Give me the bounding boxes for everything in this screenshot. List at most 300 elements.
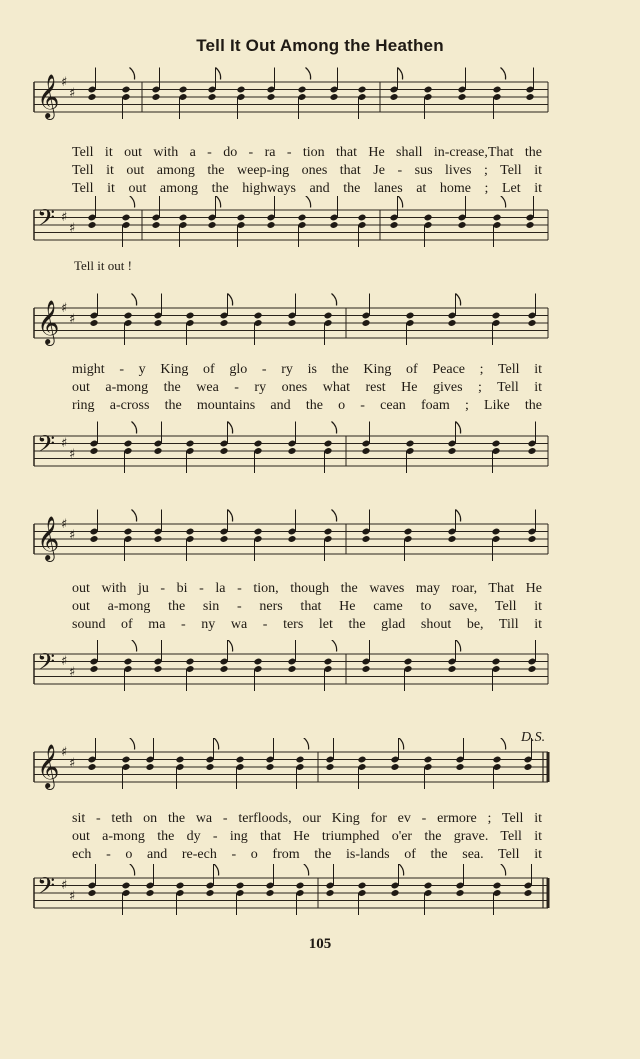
note-chord — [403, 658, 412, 691]
note-chord — [325, 738, 334, 771]
note-chord — [266, 68, 275, 101]
note-head — [525, 221, 534, 229]
note-chord — [323, 640, 336, 691]
note-head — [89, 447, 98, 455]
note-chord — [87, 738, 96, 771]
sharp-icon: ♯ — [61, 301, 68, 316]
note-chord — [185, 312, 194, 345]
note-head — [89, 535, 98, 543]
note-chord — [297, 68, 310, 120]
note-chord — [265, 738, 274, 771]
bass-staff-3 — [0, 640, 640, 710]
lyric-line-4-1: sit - teth on the wa - terfloods, our King for ev - ermore ; Tell it — [72, 811, 542, 826]
lyric-line-1-2: Tell it out among the weep-ing ones that Je - sus lives ; Tell it — [72, 163, 542, 178]
sharp-icon: ♯ — [61, 436, 68, 451]
lyric-line-1-1: Tell it out with a - do - ra - tion that He shall in-crease,That the — [72, 145, 542, 160]
note-chord — [151, 68, 160, 101]
note-head — [325, 889, 334, 897]
note-chord — [253, 528, 262, 561]
note-flag — [332, 422, 337, 434]
sharp-icon: ♯ — [61, 517, 68, 532]
note-chord — [178, 214, 187, 247]
note-head — [153, 319, 162, 327]
note-head — [527, 665, 536, 673]
note-head — [492, 86, 501, 94]
note-flag — [228, 422, 233, 434]
note-chord — [457, 68, 466, 101]
note-head — [323, 312, 332, 320]
note-chord — [357, 214, 366, 247]
note-chord — [455, 738, 464, 771]
sharp-icon: ♯ — [69, 86, 76, 101]
note-chord — [361, 640, 370, 673]
lyric-line-4-3: ech - o and re-ech - o from the is-lands of the sea. Tell it — [72, 847, 542, 862]
note-head — [361, 665, 370, 673]
note-head — [219, 535, 228, 543]
note-head — [178, 86, 187, 94]
note-flag — [304, 864, 309, 876]
note-flag — [304, 738, 309, 750]
note-chord — [491, 658, 500, 691]
lyric-line-2-1: might - y King of glo - ry is the King of Peace ; Tell it — [72, 362, 542, 377]
note-chord — [121, 68, 134, 120]
note-chord — [121, 196, 134, 247]
note-head — [329, 221, 338, 229]
note-chord — [390, 738, 403, 771]
note-head — [145, 889, 154, 897]
sharp-icon: ♯ — [61, 210, 68, 225]
sharp-icon: ♯ — [61, 654, 68, 669]
note-chord — [447, 422, 460, 455]
note-flag — [216, 68, 221, 80]
lyric-line-3-1: out with ju - bi - la - tion, though the waves may roar, That He — [72, 581, 542, 596]
note-head — [151, 221, 160, 229]
note-head — [390, 763, 399, 771]
note-head — [175, 882, 184, 890]
note-chord — [205, 864, 218, 897]
note-chord — [457, 196, 466, 229]
note-chord — [87, 864, 96, 897]
note-head — [123, 440, 132, 448]
note-chord — [123, 640, 136, 691]
note-head — [405, 312, 414, 320]
note-chord — [329, 196, 338, 229]
note-chord — [523, 738, 532, 771]
note-chord — [525, 196, 534, 229]
note-head — [253, 528, 262, 536]
note-head — [153, 535, 162, 543]
note-chord — [492, 68, 505, 120]
note-head — [153, 447, 162, 455]
note-chord — [253, 312, 262, 345]
note-head — [491, 312, 500, 320]
note-chord — [123, 294, 136, 346]
sharp-icon: ♯ — [69, 889, 76, 904]
note-head — [329, 93, 338, 101]
note-chord — [287, 422, 296, 455]
note-chord — [323, 510, 336, 562]
note-chord — [121, 864, 134, 915]
page-number: 105 — [308, 936, 332, 952]
bass-clef-icon: 𝄢 — [37, 648, 56, 681]
hymn-title: Tell It Out Among the Heathen — [196, 36, 444, 55]
note-flag — [332, 640, 337, 652]
note-head — [287, 535, 296, 543]
note-head — [153, 665, 162, 673]
note-head — [123, 528, 132, 536]
sharp-icon: ♯ — [69, 665, 76, 680]
note-head — [123, 658, 132, 666]
note-head — [491, 440, 500, 448]
note-head — [423, 882, 432, 890]
note-head — [87, 763, 96, 771]
note-head — [266, 221, 275, 229]
note-head — [287, 665, 296, 673]
note-chord — [89, 422, 98, 455]
note-chord — [361, 422, 370, 455]
note-head — [178, 214, 187, 222]
note-chord — [390, 864, 403, 897]
note-head — [390, 889, 399, 897]
note-head — [207, 221, 216, 229]
note-flag — [332, 294, 337, 306]
note-chord — [145, 738, 154, 771]
note-head — [447, 319, 456, 327]
treble-staff-2 — [0, 286, 640, 366]
note-head — [403, 528, 412, 536]
note-flag — [501, 196, 506, 208]
note-head — [323, 440, 332, 448]
note-head — [492, 214, 501, 222]
note-head — [253, 312, 262, 320]
note-chord — [325, 864, 334, 897]
note-chord — [287, 510, 296, 543]
treble-clef-icon: 𝄞 — [37, 74, 60, 118]
note-chord — [492, 738, 505, 789]
note-chord — [219, 294, 232, 327]
note-flag — [132, 510, 137, 522]
note-chord — [423, 756, 432, 789]
note-head — [123, 312, 132, 320]
sharp-icon: ♯ — [61, 878, 68, 893]
note-chord — [178, 86, 187, 119]
note-head — [185, 312, 194, 320]
sharp-icon: ♯ — [61, 75, 68, 90]
note-flag — [456, 294, 461, 306]
note-head — [447, 535, 456, 543]
note-head — [523, 889, 532, 897]
note-chord — [236, 214, 245, 247]
note-flag — [456, 422, 461, 434]
note-chord — [492, 196, 505, 247]
note-head — [87, 221, 96, 229]
note-flag — [214, 864, 219, 876]
note-chord — [153, 510, 162, 543]
lyric-line-4-2: out a-mong the dy - ing that He triumphed o'er the grave. Tell it — [72, 829, 542, 844]
note-head — [175, 756, 184, 764]
note-chord — [423, 86, 432, 119]
note-head — [287, 447, 296, 455]
note-chord — [287, 640, 296, 673]
note-chord — [527, 640, 536, 673]
note-flag — [130, 864, 135, 876]
note-chord — [323, 294, 336, 346]
note-chord — [491, 440, 500, 473]
note-flag — [456, 510, 461, 522]
note-head — [527, 319, 536, 327]
note-chord — [265, 864, 274, 897]
note-chord — [89, 294, 98, 327]
note-chord — [527, 510, 536, 543]
note-head — [492, 756, 501, 764]
bass-clef-icon: 𝄢 — [37, 430, 56, 463]
note-chord — [523, 864, 532, 897]
note-head — [357, 86, 366, 94]
note-head — [492, 882, 501, 890]
note-head — [491, 528, 500, 536]
note-head — [527, 535, 536, 543]
note-flag — [130, 68, 135, 80]
note-flag — [228, 640, 233, 652]
note-head — [235, 882, 244, 890]
lyric-line-3-3: sound of ma - ny wa - ters let the glad shout be, Till it — [72, 617, 542, 632]
note-chord — [403, 528, 412, 561]
sharp-icon: ♯ — [61, 745, 68, 760]
note-flag — [214, 738, 219, 750]
note-chord — [87, 68, 96, 101]
note-head — [185, 528, 194, 536]
note-chord — [219, 640, 232, 673]
note-chord — [361, 510, 370, 543]
treble-staff-4 — [0, 738, 640, 808]
treble-clef-icon: 𝄞 — [37, 744, 60, 788]
note-flag — [130, 196, 135, 208]
note-flag — [398, 196, 403, 208]
note-chord — [153, 294, 162, 327]
treble-clef-icon: 𝄞 — [37, 516, 60, 560]
treble-staff-1 — [0, 60, 640, 140]
sharp-icon: ♯ — [69, 312, 76, 327]
note-head — [253, 440, 262, 448]
note-head — [121, 882, 130, 890]
note-flag — [399, 864, 404, 876]
note-chord — [89, 640, 98, 673]
note-head — [87, 889, 96, 897]
note-head — [265, 763, 274, 771]
note-chord — [185, 440, 194, 473]
note-flag — [501, 68, 506, 80]
note-chord — [89, 510, 98, 543]
note-flag — [216, 196, 221, 208]
bass-clef-icon: 𝄢 — [37, 872, 56, 905]
note-flag — [456, 640, 461, 652]
note-chord — [219, 422, 232, 455]
note-chord — [145, 864, 154, 897]
note-chord — [185, 658, 194, 691]
note-chord — [525, 68, 534, 101]
note-chord — [323, 422, 336, 474]
note-flag — [228, 294, 233, 306]
note-flag — [228, 510, 233, 522]
note-head — [151, 93, 160, 101]
note-head — [185, 658, 194, 666]
note-head — [525, 93, 534, 101]
note-chord — [153, 640, 162, 673]
note-chord — [357, 86, 366, 119]
note-chord — [253, 658, 262, 691]
bass-clef-icon: 𝄢 — [37, 204, 56, 237]
note-flag — [398, 68, 403, 80]
note-head — [423, 214, 432, 222]
note-flag — [501, 864, 506, 876]
note-head — [491, 658, 500, 666]
note-chord — [123, 510, 136, 562]
note-head — [527, 447, 536, 455]
note-chord — [266, 196, 275, 229]
bass-echo-text: Tell it out ! — [74, 258, 132, 273]
sharp-icon: ♯ — [69, 221, 76, 236]
note-chord — [447, 510, 460, 543]
note-chord — [405, 312, 414, 345]
note-chord — [527, 294, 536, 327]
sharp-icon: ♯ — [69, 528, 76, 543]
note-chord — [121, 738, 134, 789]
note-head — [207, 93, 216, 101]
note-chord — [455, 864, 464, 897]
note-head — [121, 86, 130, 94]
note-head — [253, 658, 262, 666]
note-head — [523, 763, 532, 771]
note-head — [447, 665, 456, 673]
note-chord — [175, 882, 184, 915]
lyric-line-2-3: ring a-cross the mountains and the o - cean foam ; Like the — [72, 398, 542, 413]
note-head — [447, 447, 456, 455]
treble-staff-3 — [0, 508, 640, 588]
note-flag — [501, 738, 506, 750]
note-head — [323, 658, 332, 666]
note-chord — [295, 738, 308, 789]
note-head — [403, 658, 412, 666]
lyric-line-3-2: out a-mong the sin - ners that He came to save, Tell it — [72, 599, 542, 614]
note-head — [423, 756, 432, 764]
note-head — [121, 214, 130, 222]
bass-staff-4 — [0, 864, 640, 934]
note-chord — [329, 68, 338, 101]
note-flag — [306, 196, 311, 208]
note-head — [297, 214, 306, 222]
bass-staff-1 — [0, 196, 640, 266]
note-head — [455, 763, 464, 771]
note-chord — [447, 640, 460, 673]
note-head — [361, 319, 370, 327]
note-chord — [87, 196, 96, 229]
note-flag — [132, 640, 137, 652]
note-chord — [389, 68, 402, 101]
note-head — [389, 221, 398, 229]
note-head — [457, 93, 466, 101]
note-head — [323, 528, 332, 536]
note-head — [325, 763, 334, 771]
note-chord — [527, 422, 536, 455]
note-chord — [153, 422, 162, 455]
sharp-icon: ♯ — [69, 756, 76, 771]
note-chord — [492, 864, 505, 915]
lyric-line-2-2: out a-mong the wea - ry ones what rest He gives ; Tell it — [72, 380, 542, 395]
note-chord — [235, 756, 244, 789]
ds-marking: D.S. — [521, 730, 546, 745]
note-head — [423, 86, 432, 94]
note-flag — [332, 510, 337, 522]
note-flag — [132, 422, 137, 434]
note-head — [205, 889, 214, 897]
note-head — [389, 93, 398, 101]
note-chord — [297, 196, 310, 247]
note-chord — [405, 440, 414, 473]
note-chord — [295, 864, 308, 915]
note-chord — [361, 294, 370, 327]
note-head — [357, 214, 366, 222]
note-head — [357, 882, 366, 890]
note-chord — [207, 196, 220, 229]
note-head — [236, 86, 245, 94]
note-flag — [306, 68, 311, 80]
note-head — [219, 665, 228, 673]
note-chord — [236, 86, 245, 119]
note-head — [295, 756, 304, 764]
note-head — [457, 221, 466, 229]
bass-staff-2 — [0, 414, 640, 494]
note-head — [265, 889, 274, 897]
note-head — [357, 756, 366, 764]
note-chord — [253, 440, 262, 473]
note-chord — [175, 756, 184, 789]
treble-clef-icon: 𝄞 — [37, 300, 60, 344]
note-chord — [423, 882, 432, 915]
note-chord — [491, 312, 500, 345]
note-head — [87, 93, 96, 101]
note-head — [297, 86, 306, 94]
sharp-icon: ♯ — [69, 447, 76, 462]
note-chord — [151, 196, 160, 229]
note-head — [219, 447, 228, 455]
note-chord — [491, 528, 500, 561]
note-head — [205, 763, 214, 771]
note-chord — [205, 738, 218, 771]
note-head — [145, 763, 154, 771]
note-head — [405, 440, 414, 448]
note-head — [236, 214, 245, 222]
note-head — [295, 882, 304, 890]
note-chord — [219, 510, 232, 543]
note-head — [121, 756, 130, 764]
note-head — [235, 756, 244, 764]
note-chord — [287, 294, 296, 327]
note-head — [185, 440, 194, 448]
note-chord — [357, 882, 366, 915]
note-flag — [399, 738, 404, 750]
note-chord — [207, 68, 220, 101]
note-head — [287, 319, 296, 327]
note-flag — [132, 294, 137, 306]
note-flag — [130, 738, 135, 750]
note-head — [89, 319, 98, 327]
note-chord — [185, 528, 194, 561]
note-head — [266, 93, 275, 101]
note-head — [89, 665, 98, 673]
note-head — [361, 535, 370, 543]
note-chord — [447, 294, 460, 327]
note-head — [455, 889, 464, 897]
